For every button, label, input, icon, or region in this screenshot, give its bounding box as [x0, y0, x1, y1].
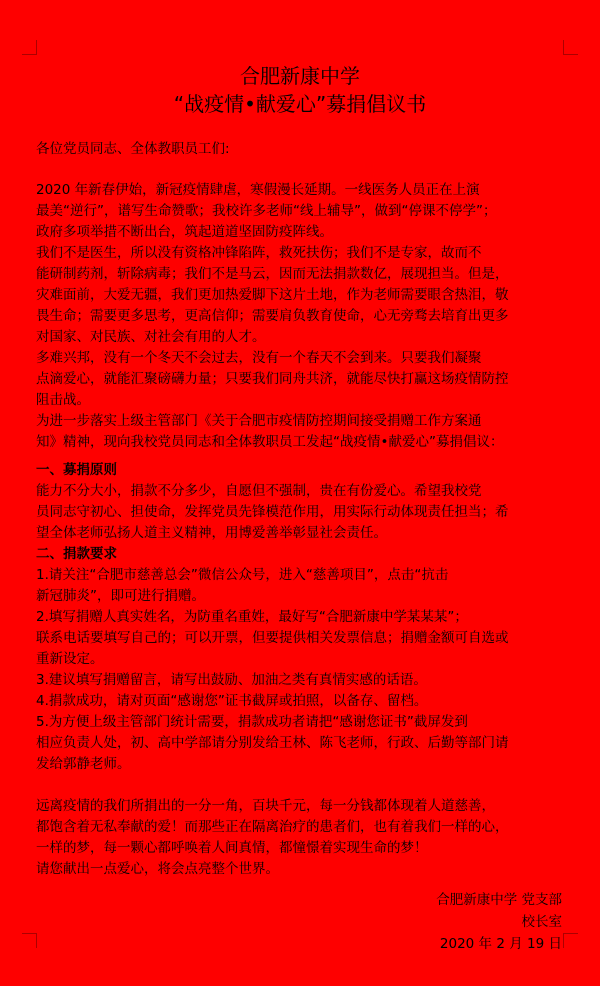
section-line: 1.请关注“合肥市慈善总会”微信公众号，进入“慈善项目”，点击“抗击 — [36, 567, 449, 583]
paragraph-line: 政府多项举措不断出台，筑起道道坚固防疫阵线。 — [36, 224, 333, 240]
paragraph-line: 灾难面前，大爱无疆，我们更加热爱脚下这片土地，作为老师需要眼含热泪，敬 — [36, 287, 509, 303]
section-line: 望全体老师弘扬人道主义精神，用博爱善举彰显社会责任。 — [36, 525, 387, 541]
section-line: 新冠肺炎”，即可进行捐赠。 — [36, 588, 205, 604]
signature-office: 校长室 — [521, 914, 562, 930]
document-subtitle: “战疫情•献爱心”募捐倡议书 — [173, 92, 427, 116]
section-line: 联系电话要填写自己的；可以开票，但要提供相关发票信息；捐赠金额可自选或 — [36, 630, 509, 646]
section-line: 5.为方便上级主管部门统计需要，捐款成功者请把“感谢您证书”截屏发到 — [36, 714, 468, 730]
section-line: 相应负责人处，初、高中学部请分别发给王林、陈飞老师，行政、后勤等部门请 — [36, 735, 509, 751]
paragraph-line: 多难兴邦，没有一个冬天不会过去，没有一个春天不会到来。只要我们凝聚 — [36, 350, 482, 366]
closing-line: 一样的梦，每一颗心都呼唤着人间真情，都憧憬着实现生命的梦！ — [36, 840, 428, 856]
section-line: 3.建议填写捐赠留言，请写出鼓励、加油之类有真情实感的话语。 — [36, 672, 427, 688]
salutation: 各位党员同志、全体教职员工们: — [36, 141, 230, 157]
paragraph-line: 2020 年新春伊始，新冠疫情肆虐，寒假漫长延期。一线医务人员正在上演 — [36, 182, 480, 198]
paragraph-line: 畏生命；需要更多思考，更高信仰；需要肩负教育使命，心无旁骛去培育出更多 — [36, 308, 509, 324]
signature-organization: 合肥新康中学 党支部 — [436, 892, 562, 908]
paragraph-line: 阻击战。 — [36, 392, 90, 408]
signature-date: 2020 年 2 月 19 日 — [439, 936, 562, 952]
paragraph-line: 为进一步落实上级主管部门《关于合肥市疫情防控期间接受捐赠工作方案通 — [36, 413, 482, 429]
closing-line: 都饱含着无私奉献的爱！而那些正在隔离治疗的患者们，也有着我们一样的心， — [36, 819, 509, 835]
section-line: 2.填写捐赠人真实姓名，为防重名重姓，最好写“合肥新康中学某某某”； — [36, 609, 468, 625]
corner-mark-top-right — [563, 40, 578, 55]
paragraph-line: 最美“逆行”，谱写生命赞歌；我校许多老师“线上辅导”，做到“停课不停学”； — [36, 203, 497, 219]
paragraph-line: 能研制药剂，斩除病毒；我们不是马云，因而无法捐款数亿，展现担当。但是， — [36, 266, 509, 282]
section-line: 重新设定。 — [36, 651, 104, 667]
section-line: 4.捐款成功，请对页面“感谢您”证书截屏或拍照，以备存、留档。 — [36, 693, 428, 709]
section-heading-requirements: 二、捐款要求 — [36, 546, 117, 562]
paragraph-line: 我们不是医生，所以没有资格冲锋陷阵，救死扶伤；我们不是专家，故而不 — [36, 245, 482, 261]
corner-mark-bottom-right — [563, 933, 578, 948]
document-title: 合肥新康中学 — [240, 64, 360, 88]
section-line: 能力不分大小，捐款不分多少，自愿但不强制，贵在有份爱心。希望我校党 — [36, 483, 482, 499]
corner-mark-top-left — [22, 40, 37, 55]
closing-line: 远离疫情的我们所捐出的一分一角，百块千元，每一分钱都体现着人道慈善， — [36, 798, 495, 814]
section-line: 发给郭静老师。 — [36, 756, 131, 772]
closing-line: 请您献出一点爱心，将会点亮整个世界。 — [36, 861, 279, 877]
corner-mark-bottom-left — [22, 933, 37, 948]
paragraph-line: 知》精神，现向我校党员同志和全体教职员工发起“战疫情•献爱心”募捐倡议： — [36, 434, 504, 450]
paragraph-line: 对国家、对民族、对社会有用的人才。 — [36, 329, 266, 345]
paragraph-line: 点滴爱心，就能汇聚磅礴力量；只要我们同舟共济，就能尽快打赢这场疫情防控 — [36, 371, 509, 387]
section-heading-principles: 一、募捐原则 — [36, 462, 117, 478]
section-line: 员同志守初心、担使命，发挥党员先锋模范作用，用实际行动体现责任担当；希 — [36, 504, 509, 520]
